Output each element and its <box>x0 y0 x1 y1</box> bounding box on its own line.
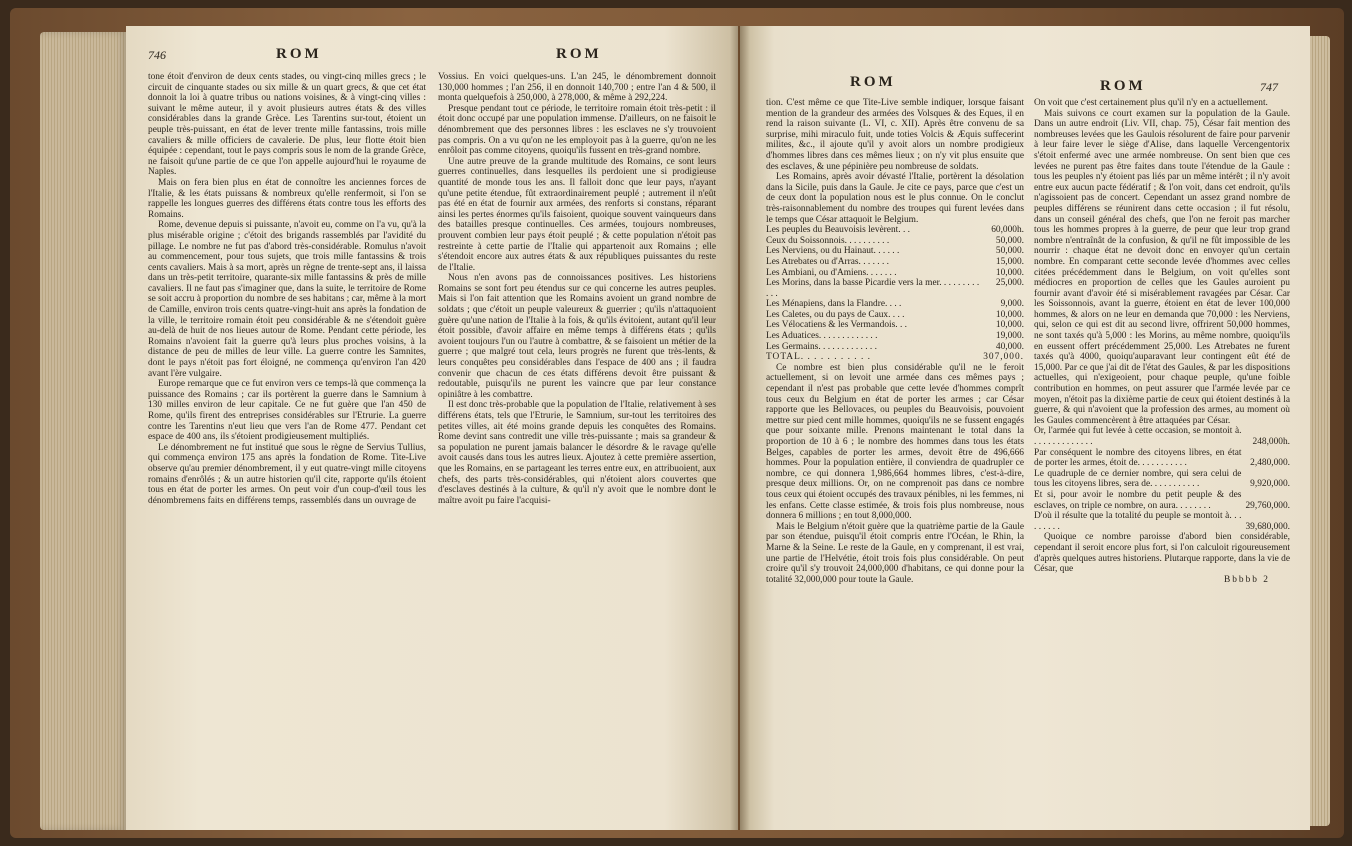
left-page-edges <box>40 32 128 830</box>
calc-text: Et si, pour avoir le nombre du petit peuple & des esclaves, on triple ce nombre, on aura. . . . . . . . <box>1034 489 1242 511</box>
book-gutter <box>730 26 750 830</box>
calc-value: 248,000h. <box>1252 437 1290 447</box>
levy-value: 10,000. <box>995 309 1024 320</box>
levy-value: 19,000. <box>995 331 1024 342</box>
right-page-number: 747 <box>1260 80 1278 94</box>
paragraph: Une autre preuve de la grande multitude des Romains, ce sont leurs guerres continuelles, dans lesquelles ils perdoient une si prodigieuse quantité de monde tous les ans. Il falloit donc que leur pays, n'ayant qu'une petite étendue, fût extraordinairement peuplé ; autrement il n'eût pas été en état de fournir aux armées, des renforts si constans, réparant ainsi les pertes énormes qu'ils faisoient, quoique souvent vainqueurs dans des batailles presque continuelles. Ces armées, toujours nombreuses, prouvent combien leur pays étoit peuplé ; & cette population n'étoit pas restreinte à cette partie de l'Italie qui appartenoit aux Romains ; elle s'étendoit encore aux autres états & aux républiques puissantes du reste de l'Italie. <box>438 156 716 273</box>
right-page <box>740 26 1310 830</box>
levy-value: 40,000. <box>995 341 1024 352</box>
levy-label: Les Aduatices. . . . . . . . . . . . . <box>766 331 878 342</box>
levy-label: Ceux du Soissonnois. . . . . . . . . . <box>766 235 890 246</box>
paragraph: Nous n'en avons pas de connoissances positives. Les historiens Romains se sont fort peu étendus sur ce qui concerne les autres peuples. Mais si l'on fait attention que les Romains avoient un grand nombre de soldats ; que c'étoit un peuple valeureux & guerrier ; qu'ils n'attaquoient guère qu'une nation de l'Italie à la fois, & qu'ils évitoient, autant qu'il leur étoit possible, d'avoir affaire en même temps à différens états ; qu'ils avoient toujours l'un ou l'autre à combattre, & se faisoient un métier de la guerre ; que malgré tout cela, leurs progrès ne furent que très-lents, & leurs conquêtes peu considérables dans l'espace de 400 ans ; il faudra convenir que chacun de ces états différens devoit être puissant & redoutable, puisqu'ils ne purent les vaincre que par leur constance opiniâtre à les combattre. <box>438 273 716 400</box>
calc-row <box>1034 426 1290 447</box>
left-page-header-right: ROM <box>556 46 602 62</box>
levy-value: 25,000. <box>995 278 1024 289</box>
paragraph: Mais le Belgium n'étoit guère que la quatrième partie de la Gaule par son étendue, puisqu'il étoit compris entre l'Océan, le Rhin, la Marne & la Seine. Le reste de la Gaule, en y comprenant, il est vrai, une partie de l'Helvétie, étoit trois fois plus considérable. On peut croire qu'il s'y trouvoit 24,000,000 d'habitans, ce qui donne pour la totalité 32,000,000 pour toute la Gaule. <box>766 521 1024 585</box>
calculation-table <box>1034 426 1290 532</box>
levy-row <box>766 268 1024 279</box>
levy-row <box>766 342 1024 353</box>
pages <box>40 22 1330 834</box>
left-page <box>126 26 738 830</box>
calc-value: 29,760,000. <box>1245 500 1290 511</box>
paragraph: tone étoit d'environ de deux cents stades, ou vingt-cinq milles grecs ; le circuit de cinquante stades ou six mille & un quart grecs, & que cet état donnoit la loi à quatre tribus ou nations voisines, & à vingt-cinq villes : suivant le même auteur, il y avoit plusieurs autres états & des villes considérables dans la grande Grèce. Les Tarentins sur-tout, étoient un peuple très-puissant, en état de lever trente mille fantassins, trois mille cavaliers & mille officiers de cavalerie. De plus, leur flotte étoit bien équipée : cependant, tout le pays compris sous le nom de la grande Grèce, ne faisoit qu'une partie de ce que l'on appelle aujourd'hui le royaume de Naples. <box>148 72 426 178</box>
calc-text: D'où il résulte que la totalité du peuple se montoit à. . . . . . . . . <box>1034 511 1242 532</box>
right-page-column-1 <box>766 98 1024 824</box>
levy-label: Les Caletes, ou du pays de Caux. . . . <box>766 309 905 320</box>
left-page-column-1 <box>148 72 426 822</box>
paragraph: Quoique ce nombre paroisse d'abord bien considérable, cependant il seroit encore plus fort, si l'on calculoit rigoureusement d'après quelques autres historiens. Plutarque rapporte, dans la vie de César, que <box>1034 532 1290 575</box>
left-page-header-left: ROM <box>276 46 322 62</box>
calc-value: 39,680,000. <box>1245 521 1290 532</box>
levy-label: Les peuples du Beauvoisis levèrent. . . <box>766 225 910 236</box>
paragraph: Il est donc très-probable que la population de l'Italie, relativement à ses différens états, tels que l'Etrurie, le Samnium, sur-tout les territoires des petites villes, ait été moins grande depuis les conquêtes des Romains. Rome devint sans contredit une ville très-puissante ; mais sa grandeur & sa population ne purent jamais balancer le désordre & le ravage qu'elle avoit causés dans tous les autres lieux. Ajoutez à cette première assertion, que les Romains, en se partageant les terres entre eux, en attribuoient, aux chefs, des parts très-considérables, qui n'étoient alors couvertes que d'esclaves destinés à la culture, & qu'il n'y avoit que le nombre dont le maître avoit pu faire l'acquisi- <box>438 400 716 506</box>
levy-row <box>766 331 1024 342</box>
calc-value: 2,480,000. <box>1250 458 1290 469</box>
levies-total-label: TOTAL. . . . . . . . . . . <box>766 352 872 363</box>
paragraph: Rome, devenue depuis si puissante, n'avoit eu, comme on l'a vu, qu'à la plus misérable origine ; c'étoit des brigands rassemblés par l'avidité du pillage. Le nombre ne fut pas d'abord très-considérable. Romulus n'avoit au commencement, pour tous sujets, que trois mille fantassins & trois cents cavaliers. Mais à sa mort, après un règne de trente-sept ans, il laissa dans un très-petit territoire, quarante-six mille fantassins & près de mille cavaliers. Il ne faut pas s'imaginer que, dans la suite, le territoire de Rome se soit accru à proportion du nombre de ses habitans ; car, même à la mort de Camille, environ trois cents quatre-vingt-huit ans après la fondation de la ville, le territoire romain étoit peu considérable & ne s'étendoit guère au-delà de huit de nos lieues autour de Rome. Pendant cette période, les Romains n'avoient fait la guerre qu'à leurs plus proches voisins, à la distance de peu de milles de leur ville. La guerre contre les Samnites, dont le pays n'étoit pas fort éloigné, ne commença qu'environ l'an 420 avant l'ère vulgaire. <box>148 220 426 379</box>
right-page-edges <box>1310 36 1330 826</box>
right-page-header-right: ROM <box>1100 78 1146 94</box>
paragraph: Ce nombre est bien plus considérable qu'il ne le feroit actuellement, si on levoit une armée dans ces mêmes pays ; cependant il n'est pas probable que cette levée d'hommes comprît tous ceux du Belgium en état de porter les armes ; car César rapporte que les Bellovaces, ou peuples du Beauvoisis, pouvoient mettre sur pied cent mille hommes, quoiqu'ils ne se fussent engagés que pour soixante mille. Prenons maintenant le total dans la proportion de 10 à 6 ; le nombre des hommes dans tous les états Belges, capables de porter les armes, devoit être de 496,666 hommes. Pour la population entière, il conviendra de quadrupler ce nombre, ce qui donnera 1,986,664 hommes libres, c'est-à-dire, presque deux millions. Or, on ne comprenoit pas dans ce nombre tous ceux qui étoient occupés des travaux pénibles, ni les femmes, ni les enfans. Cette classe estimée, & trois fois plus nombreuse, nous donnera 6 millions ; en tout 8,000,000. <box>766 362 1024 522</box>
levy-row <box>766 278 1024 299</box>
calc-row <box>1034 469 1290 490</box>
signature-mark: Bbbbb 2 <box>1223 574 1270 585</box>
calc-row <box>1034 511 1290 532</box>
right-page-column-2 <box>1034 98 1290 824</box>
levy-row <box>766 299 1024 310</box>
left-page-column-2 <box>438 72 716 822</box>
paragraph: Mais on fera bien plus en état de connoître les anciennes forces de l'Italie, & les états puissans & nombreux qu'elle renfermoit, si l'on se rappelle les longues guerres des différens états contre tous les efforts des Romains. <box>148 177 426 220</box>
paragraph: Le dénombrement ne fut institué que sous le règne de Servius Tullius, qui commença environ 175 ans après la fondation de Rome. Tite-Live observe qu'au premier dénombrement, il y eut quatre-vingt mille citoyens romains d'enrôlés ; & un autre historien qu'il cite, rapporte qu'ils étoient tous en état de porter les armes. On peut voir d'un coup-d'œil tous les dénombremens faits en différens temps, rassemblés dans un ouvrage de <box>148 442 426 506</box>
levy-label: Les Germains. . . . . . . . . . . . . <box>766 341 877 352</box>
levy-row <box>766 320 1024 331</box>
levy-row <box>766 246 1024 257</box>
left-page-number: 746 <box>148 48 166 62</box>
levy-label: Les Ambiani, ou d'Amiens. . . . . . . <box>766 267 897 278</box>
levy-row <box>766 225 1024 236</box>
levy-label: Les Vélocatiens & les Vermandois. . . <box>766 320 908 331</box>
calc-value: 9,920,000. <box>1250 479 1290 490</box>
levies-total-row <box>766 352 1024 363</box>
levy-value: 50,000. <box>995 246 1024 257</box>
calc-row <box>1034 448 1290 469</box>
calc-text: Le quadruple de ce dernier nombre, qui sera celui de tous les citoyens libres, sera de. . . . . . . . . . . <box>1034 468 1242 490</box>
paragraph: tion. C'est même ce que Tite-Live semble indiquer, lorsque faisant mention de la grandeur des armées des Volsques & des Eques, il en rend la raison suivante (L. VI, c. XII). Après être convenu de sa surprise, mihi miraculo fuit, unde toties Volcis & Æquis suffecerint milites, &c., il ajoute qu'il y avoit alors un nombre prodigieux d'hommes libres dans ces mêmes lieux ; on n'y vit plus ensuite que des esclaves, & une pépinière peu nombreuse de soldats. <box>766 98 1024 172</box>
levies-table <box>766 225 1024 363</box>
right-page-header-left: ROM <box>850 74 896 90</box>
calc-text: Or, l'armée qui fut levée à cette occasion, se montoit à. . . . . . . . . . . . . . <box>1034 426 1242 447</box>
levy-value: 10,000. <box>995 267 1024 278</box>
levy-value: 9,000. <box>1000 299 1024 310</box>
levy-value: 50,000. <box>995 235 1024 246</box>
levy-label: Les Ménapiens, dans la Flandre. . . . <box>766 299 902 310</box>
levy-row <box>766 236 1024 247</box>
paragraph: Europe remarque que ce fut environ vers ce temps-là que commença la puissance des Romains ; car ils portèrent la guerre dans le Samnium à 130 milles environ de leur capitale. Ce ne fut guère que l'an 450 de Rome, qu'ils firent des entreprises considérables sur l'Etrurie. La guerre contre les Tarentins n'eut lieu que vers l'an de Rome 477. Pendant cet espace de 400 ans, ils s'étoient prodigieusement multipliés. <box>148 379 426 443</box>
levy-label: Les Atrebates ou d'Arras. . . . . . . <box>766 256 890 267</box>
paragraph: Vossius. En voici quelques-uns. L'an 245, le dénombrement donnoit 130,000 hommes ; l'an 256, il en donnoit 140,700 ; entre l'an 4 & 500, il monta quelquefois à 250,000, à 278,000, & même à 292,224. <box>438 72 716 104</box>
levy-label: Les Nerviens, ou du Hainaut. . . . . . <box>766 246 900 257</box>
levy-value: 60,000h. <box>991 225 1024 236</box>
levy-row <box>766 310 1024 321</box>
levies-total-value: 307,000. <box>983 352 1024 363</box>
levy-value: 15,000. <box>995 256 1024 267</box>
paragraph: On voit que c'est certainement plus qu'il n'y en a actuellement. <box>1034 98 1268 108</box>
paragraph: Les Romains, après avoir dévasté l'Italie, portèrent la désolation dans la Sicile, puis dans la Gaule. Je cite ce pays, parce que c'est un de ceux dont la population nous est le plus connue. On le conclut très-raisonnablement du nombre des troupes qui furent levées dans le temps que César attaquoit le Belgium. <box>766 172 1024 225</box>
paragraph: Presque pendant tout ce période, le territoire romain étoit très-petit : il étoit donc occupé par une population immense. D'ailleurs, on ne faisoit le dénombrement que des personnes libres : les esclaves ne s'y trouvoient pas compris. On a vu qu'on ne les employoit pas à la guerre, qu'on ne les enrôloit pas comme citoyens, quoiqu'ils fussent en très-grand nombre. <box>438 103 716 157</box>
calc-text: Par conséquent le nombre des citoyens libres, en état de porter les armes, étoit de. . . . . . . . . . . <box>1034 447 1242 469</box>
paragraph: Mais suivons ce court examen sur la population de la Gaule. Dans un autre endroit (Liv. VII, chap. 75), César fait mention des nombreuses levées que les Gaulois résolurent de faire pour parvenir à leur faire lever le siège d'Alise, dans laquelle Vercengentorix s'étoit enfermé avec une armée nombreuse. On sent bien que ces levées ne purent pas être faites dans toute l'étendue de la Gaule : tous les peuples n'y étoient pas liés par un même intérêt ; il n'y avoit entre eux aucun pacte fédératif ; & l'on voit, dans cet endroit, qu'ils n'agissoient pas de concert. Cependant un assez grand nombre de peuples différens se réunirent dans cette occasion ; il fut résolu, dans un conseil général des chefs, que l'on ne feroit pas marcher tous les hommes propres à la guerre, de peur que leur trop grand nombre n'entraînât de la confusion, & qu'il ne fût impossible de les nourrir : chaque état ne devoit donc en envoyer qu'un certain nombre. En comparant cette seconde levée d'hommes avec celles citées précédemment dans le Belgium, on voit qu'elles sont médiocres en proportion de celles que les Gaules auroient pu fournir avant d'avoir été si misérablement ravagées par César. Car les Soissonnois, avant la guerre, étoient en état de lever 100,000 hommes, & alors on ne leur en demanda que 70,000 : les Nerviens, qui, selon ce qui est dit au second livre, offrirent 50,000 hommes, ne sont taxés qu'à 5,000 : les Morins, au même nombre, quoiqu'ils en eussent offert précédemment 25,000. Les Atrebates ne furent taxés qu'à 4000, quoiqu'auparavant leur contingent eût été de 15,000. Par ce que j'ai dit de l'état des Gaules, & par les dispositions actuelles, qui n'exigeoient, pour chaque peuple, qu'une foible contribution en hommes, on peut assurer que l'armée levée par ce moyen, n'étoit pas la dixième partie de ceux qui étoient destinés à la guerre, & qui n'avoient que la profession des armes, au moment où les Gaules commencèrent à être attaquées par César. <box>1034 108 1290 426</box>
calc-row <box>1034 490 1290 511</box>
levy-label: Les Morins, dans la basse Picardie vers la mer. . . . . . . . . . . . <box>766 278 980 299</box>
levy-row <box>766 257 1024 268</box>
levy-value: 10,000. <box>995 320 1024 331</box>
